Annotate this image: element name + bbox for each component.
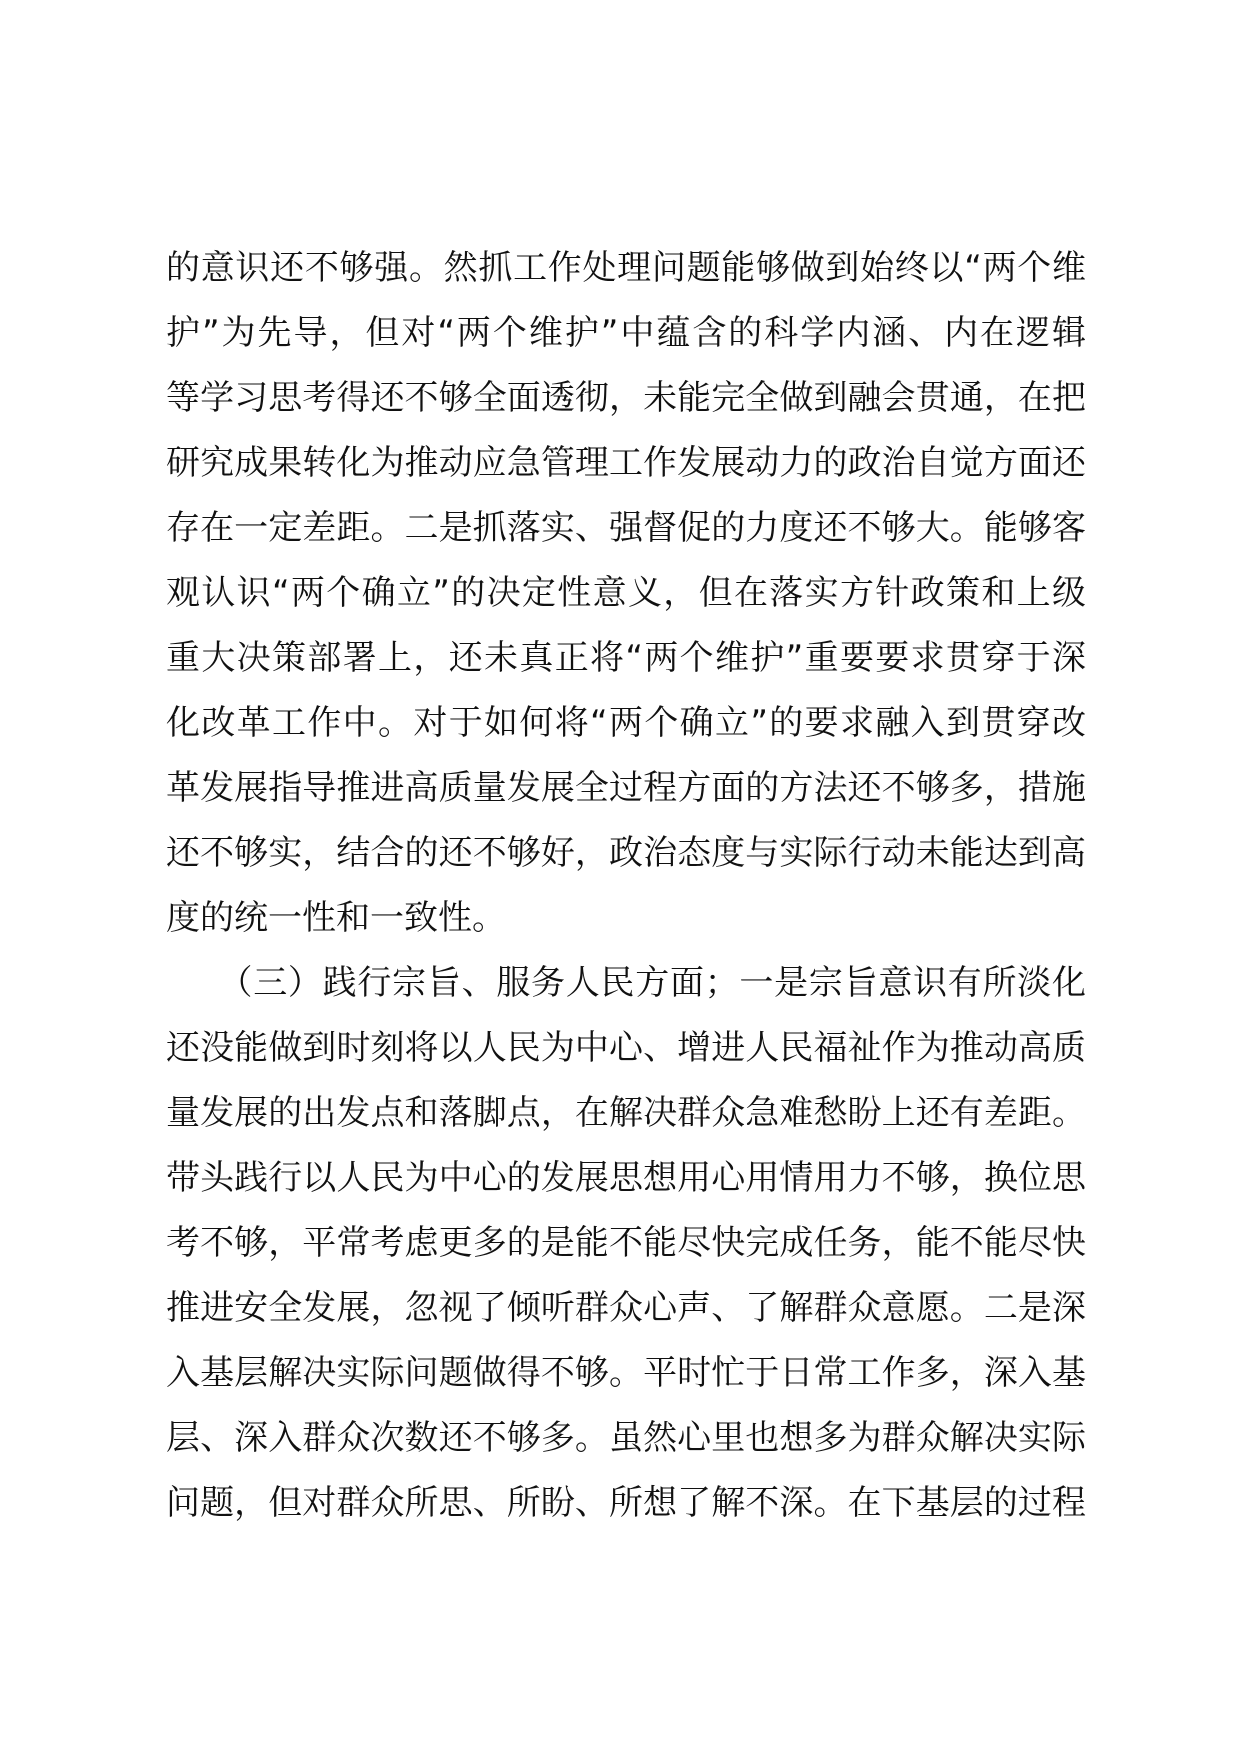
text-line: 量发展的出发点和落脚点，在解决群众急难愁盼上还有差距。 [166,1093,1086,1133]
text-line: 度的统一性和一致性。 [166,898,506,938]
text-line: 还没能做到时刻将以人民为中心、增进人民福祉作为推动高质 [166,1028,1086,1068]
text-line: 革发展指导推进高质量发展全过程方面的方法还不够多，措施 [166,768,1086,808]
text-line: 推进安全发展，忽视了倾听群众心声、了解群众意愿。二是深 [166,1288,1086,1328]
document-body [166,236,1086,1536]
text-line: 研究成果转化为推动应急管理工作发展动力的政治自觉方面还 [166,443,1086,483]
text-line: 问题，但对群众所思、所盼、所想了解不深。在下基层的过程 [166,1483,1086,1523]
section-heading-line: （三）践行宗旨、服务人民方面；一是宗旨意识有所淡化 [166,963,1086,1003]
text-line: 护”为先导，但对“两个维护”中蕴含的科学内涵、内在逻辑 [166,313,1086,353]
text-line: 层、深入群众次数还不够多。虽然心里也想多为群众解决实际 [166,1418,1086,1458]
text-line: 等学习思考得还不够全面透彻，未能完全做到融会贯通，在把 [166,378,1086,418]
text-line: 重大决策部署上，还未真正将“两个维护”重要要求贯穿于深 [166,638,1086,678]
text-line: 存在一定差距。二是抓落实、强督促的力度还不够大。能够客 [166,508,1086,548]
text-line: 观认识“两个确立”的决定性意义，但在落实方针政策和上级 [166,573,1086,613]
text-line: 考不够，平常考虑更多的是能不能尽快完成任务，能不能尽快 [166,1223,1086,1263]
text-line: 化改革工作中。对于如何将“两个确立”的要求融入到贯穿改 [166,703,1086,743]
text-line: 带头践行以人民为中心的发展思想用心用情用力不够，换位思 [166,1158,1086,1198]
text-line: 入基层解决实际问题做得不够。平时忙于日常工作多，深入基 [166,1353,1086,1393]
text-line: 的意识还不够强。然抓工作处理问题能够做到始终以“两个维 [166,248,1086,288]
text-line: 还不够实，结合的还不够好，政治态度与实际行动未能达到高 [166,833,1086,873]
